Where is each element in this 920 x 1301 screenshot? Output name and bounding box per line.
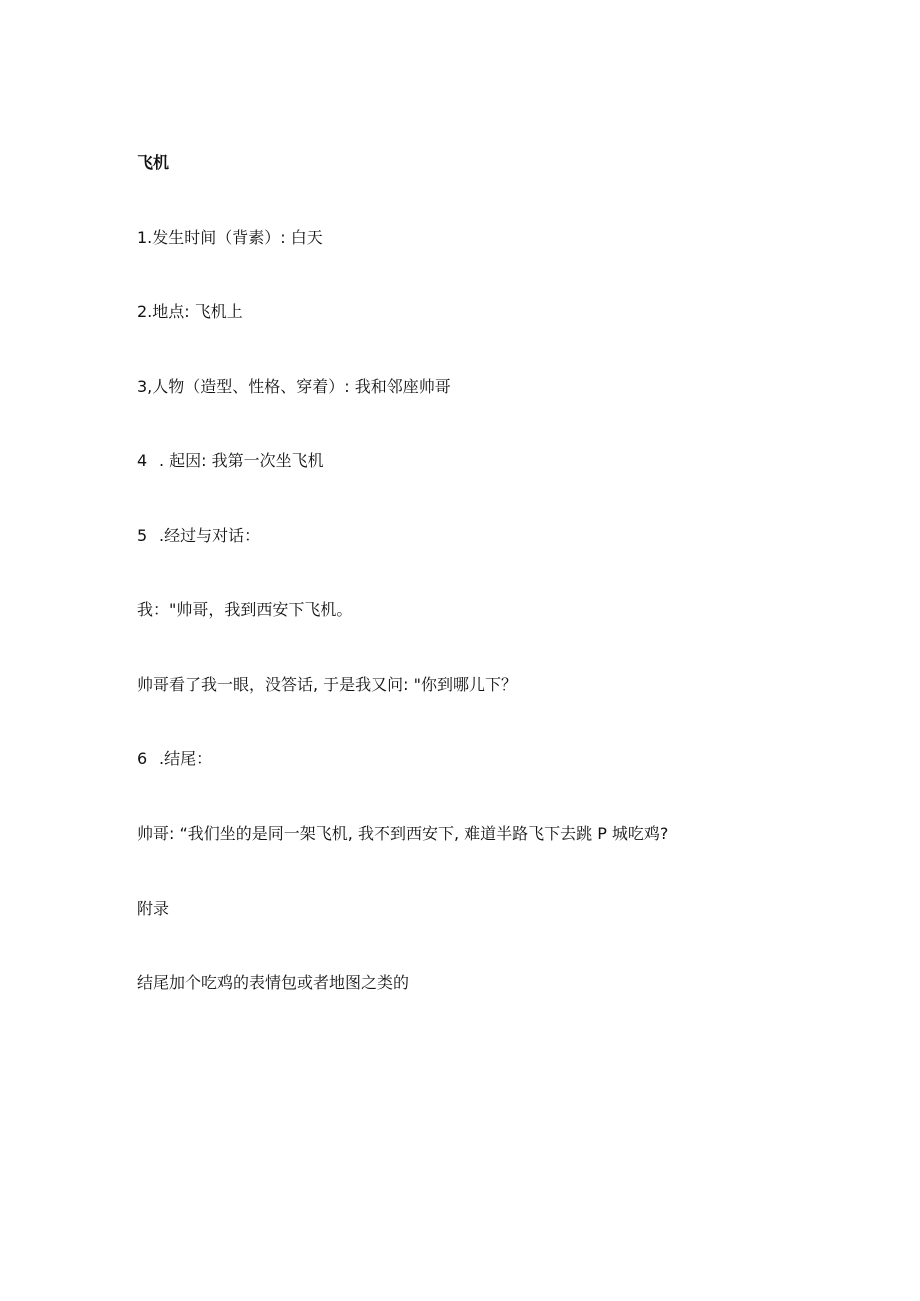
item-ending (137, 748, 212, 770)
document-title: 飞机 (137, 153, 170, 172)
item-process (137, 525, 260, 547)
item-cause (137, 450, 324, 472)
item-process-text: .经过与对话： (159, 526, 261, 545)
item-cause-number: 4 (137, 451, 148, 470)
dialogue-line-2: 帅哥看了我一眼，没答话, 于是我又问: "你到哪儿下？ (137, 675, 518, 694)
item-ending-number: 6 (137, 749, 148, 768)
appendix-heading: 附录 (137, 899, 170, 918)
appendix-note: 结尾加个吃鸡的表情包或者地图之类的 (137, 973, 410, 992)
ending-dialogue: 帅哥: “我们坐的是同一架飞机, 我不到西安下, 难道半路飞下去跳 P 城吃鸡? (137, 824, 669, 843)
item-characters: 3,人物（造型、性格、穿着）: 我和邻座帅哥 (137, 377, 451, 396)
dialogue-line-1: 我："帅哥，我到西安下飞机。 (137, 600, 353, 619)
item-process-number: 5 (137, 526, 148, 545)
item-location: 2.地点: 飞机上 (137, 302, 243, 321)
item-cause-text: . 起因: 我第一次坐飞机 (159, 451, 324, 470)
item-ending-text: .结尾： (159, 749, 213, 768)
item-time: 1.发生时间（背素）: 白天 (137, 228, 323, 247)
